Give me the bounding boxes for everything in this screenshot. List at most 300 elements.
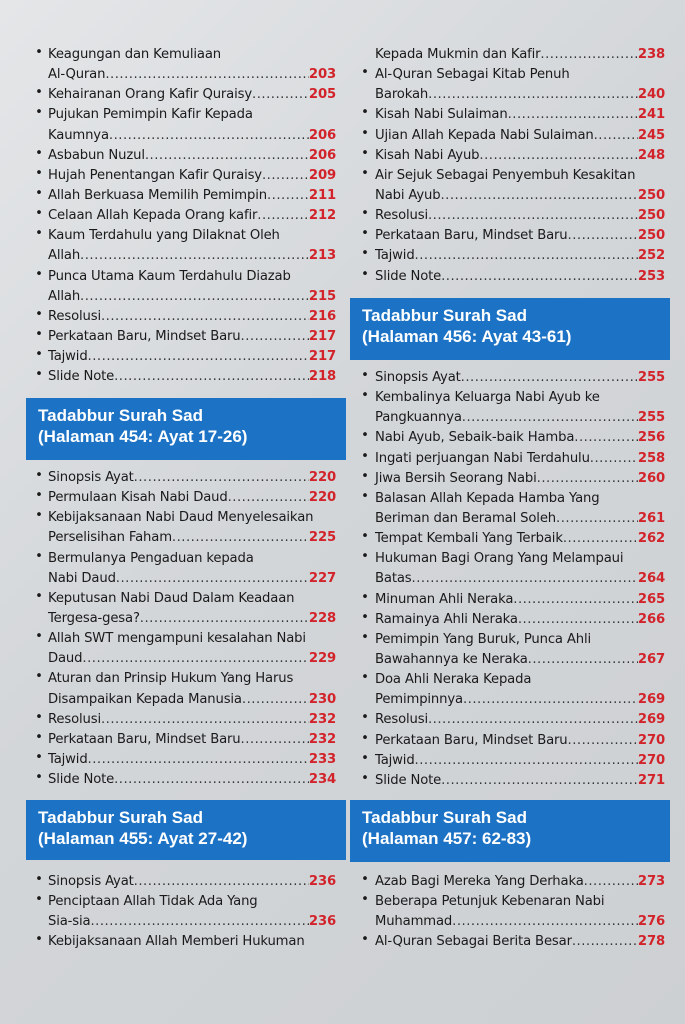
toc-entry[interactable]: [0, 105, 342, 145]
dot-leader: [241, 327, 309, 347]
toc-entry-line: [375, 246, 665, 266]
bullet-icon: •: [361, 488, 369, 504]
toc-entry-line: [375, 650, 665, 670]
bullet-icon: •: [361, 165, 369, 181]
toc-entry-title: Hukuman Bagi Orang Yang Melampaui: [375, 551, 624, 567]
toc-entry-title: Resolusi: [375, 208, 428, 224]
bullet-icon: •: [35, 45, 43, 60]
toc-entry[interactable]: [342, 428, 685, 448]
bullet-icon: •: [361, 750, 369, 766]
toc-entry[interactable]: [342, 489, 685, 529]
toc-entry-title: Pangkuannya: [375, 410, 462, 426]
dot-leader: [584, 872, 638, 892]
toc-list-left-top: [0, 45, 342, 387]
banner-subtitle: (Halaman 456: Ayat 43-61): [362, 327, 572, 346]
bullet-icon: •: [35, 266, 43, 282]
toc-entry-line: [48, 609, 336, 629]
page-number: 233: [308, 751, 336, 767]
toc-entry-title: Permulaan Kisah Nabi Daud: [48, 490, 228, 506]
page-number: 203: [308, 67, 336, 83]
toc-entry-title: Ujian Allah Kepada Nabi Sulaiman: [375, 127, 594, 143]
dot-leader: [105, 65, 309, 85]
bullet-icon: •: [361, 246, 369, 262]
toc-entry-title: Jiwa Bersih Seorang Nabi: [375, 470, 537, 486]
toc-entry-title: Keagungan dan Kemuliaan: [48, 47, 221, 62]
toc-entry-title: Tergesa-gesa?: [48, 610, 140, 626]
banner-subtitle: (Halaman 455: Ayat 27-42): [38, 829, 248, 848]
toc-entry[interactable]: [342, 368, 685, 388]
bullet-icon: •: [361, 670, 369, 686]
toc-entry[interactable]: [342, 166, 685, 206]
toc-entry-title: Daud: [48, 651, 83, 667]
dot-leader: [101, 710, 309, 730]
dot-leader: [257, 206, 309, 226]
toc-entry-line: [375, 126, 665, 146]
dot-leader: [513, 590, 638, 610]
page-number: 220: [308, 490, 336, 506]
toc-entry-title: Pemimpinnya: [375, 692, 463, 708]
toc-entry-title: Kembalinya Keluarga Nabi Ayub ke: [375, 390, 600, 406]
toc-entry-title: Kebijaksanaan Allah Memberi Hukuman: [48, 934, 305, 950]
dot-leader: [440, 186, 637, 206]
toc-entry-title: Perkataan Baru, Mindset Baru: [375, 228, 568, 244]
toc-entry-title: Allah: [48, 288, 81, 304]
bullet-icon: •: [361, 448, 369, 464]
page-number: 217: [308, 328, 336, 344]
toc-entry-title: Azab Bagi Mereka Yang Derhaka: [375, 874, 584, 889]
bullet-icon: •: [361, 388, 369, 404]
toc-entry-title: Asbabun Nuzul: [48, 147, 145, 163]
toc-entry-title: Muhammad: [375, 914, 453, 930]
toc-entry-title: Ingati perjuangan Nabi Terdahulu: [375, 450, 590, 466]
toc-entry-title: Sinopsis Ayat: [375, 370, 461, 385]
toc-entry[interactable]: [342, 469, 685, 489]
toc-entry-line: [375, 105, 665, 125]
page-number: 261: [637, 510, 665, 526]
page-number: 276: [637, 914, 665, 930]
toc-entry-title: Allah SWT mengampuni kesalahan Nabi: [48, 631, 306, 647]
toc-entry-title: Air Sejuk Sebagai Penyembuh Kesakitan: [375, 167, 636, 183]
toc-entry[interactable]: [342, 630, 685, 670]
toc-entry-line: [48, 367, 336, 387]
dot-leader: [114, 367, 309, 387]
toc-entry-line: [48, 65, 336, 85]
toc-entry-title: Kebijaksanaan Nabi Daud Menyelesaikan: [48, 510, 314, 526]
toc-entry[interactable]: [342, 751, 685, 771]
dot-leader: [479, 146, 638, 166]
page-number: 248: [637, 147, 665, 163]
toc-entry[interactable]: [0, 468, 342, 488]
bullet-icon: •: [35, 165, 43, 181]
page-number: 250: [637, 228, 665, 244]
toc-entry-title: Slide Note: [48, 369, 115, 385]
page-number: 211: [308, 187, 336, 203]
section-banner-454: [26, 398, 346, 460]
page-number: 245: [637, 127, 665, 143]
bullet-icon: •: [361, 125, 369, 141]
toc-entry-line: [375, 710, 665, 730]
dot-leader: [462, 408, 638, 428]
toc-entry-line: [375, 912, 665, 932]
bullet-icon: •: [35, 629, 43, 645]
page-number: 264: [637, 571, 665, 587]
bullet-icon: •: [35, 729, 43, 745]
dot-leader: [412, 569, 638, 589]
bullet-icon: •: [361, 65, 369, 81]
bullet-icon: •: [35, 749, 43, 765]
toc-entry[interactable]: [0, 932, 342, 952]
toc-entry[interactable]: [0, 347, 342, 367]
toc-entry-title: Kehairanan Orang Kafir Quraisy: [48, 87, 253, 103]
toc-entry-title: Pemimpin Yang Buruk, Punca Ahli: [375, 631, 592, 647]
toc-entry-line: [48, 770, 336, 790]
dot-leader: [574, 428, 638, 448]
bullet-icon: •: [361, 468, 369, 484]
page-number: 262: [637, 531, 665, 547]
toc-entry[interactable]: [0, 872, 342, 892]
page-number: 260: [637, 470, 665, 486]
dot-leader: [114, 770, 309, 790]
toc-entry[interactable]: [342, 710, 685, 730]
toc-entry-title: Perselisihan Faham: [48, 530, 172, 546]
toc-entry-line: [48, 488, 336, 508]
bullet-icon: •: [35, 548, 43, 564]
toc-entry-line: [48, 569, 336, 589]
banner-title: Tadabbur Surah Sad: [362, 306, 527, 325]
bullet-icon: •: [35, 770, 43, 786]
toc-entry[interactable]: [0, 267, 342, 307]
page-number: 225: [308, 530, 336, 546]
toc-entry[interactable]: [342, 226, 685, 246]
toc-entry[interactable]: [0, 45, 342, 85]
bullet-icon: •: [361, 105, 369, 121]
bullet-icon: •: [361, 589, 369, 605]
bullet-icon: •: [361, 428, 369, 444]
bullet-icon: •: [35, 709, 43, 725]
page-number: 232: [308, 731, 336, 747]
toc-entry-line: [375, 449, 665, 469]
toc-entry-title: Beriman dan Beramal Soleh: [375, 510, 556, 526]
dot-leader: [134, 872, 309, 892]
toc-entry[interactable]: [342, 267, 685, 287]
section-banner-455: [26, 800, 346, 860]
bullet-icon: •: [35, 347, 43, 363]
toc-entry[interactable]: [342, 449, 685, 469]
toc-entry[interactable]: [342, 246, 685, 266]
toc-entry-line: [375, 872, 665, 892]
toc-entry-title: Penciptaan Allah Tidak Ada Yang: [48, 894, 258, 910]
toc-entry-title: Resolusi: [375, 712, 428, 728]
toc-entry-title: Perkataan Baru, Mindset Baru: [375, 732, 568, 748]
toc-entry[interactable]: [342, 549, 685, 589]
page-number: 240: [637, 87, 665, 103]
bullet-icon: •: [361, 609, 369, 625]
toc-entry[interactable]: [0, 710, 342, 730]
toc-entry-line: [48, 287, 336, 307]
bullet-icon: •: [35, 508, 43, 524]
dot-leader: [461, 368, 638, 388]
toc-entry-title: Tajwid: [375, 248, 415, 264]
page-number: 278: [637, 934, 665, 950]
toc-entry-line: [375, 408, 665, 428]
bullet-icon: •: [35, 185, 43, 201]
bullet-icon: •: [35, 105, 43, 121]
toc-entry-title: Beberapa Petunjuk Kebenaran Nabi: [375, 894, 605, 910]
page-number: 206: [308, 147, 336, 163]
page-number: 238: [637, 47, 665, 62]
page-number: 269: [637, 692, 665, 708]
toc-entry[interactable]: [0, 589, 342, 629]
page-number: 232: [308, 711, 336, 727]
toc-entry-title: Hujah Penentangan Kafir Quraisy: [48, 167, 262, 183]
toc-entry-line: [375, 610, 665, 630]
page-number: 217: [308, 349, 336, 365]
toc-entry-line: [375, 529, 665, 549]
toc-entry[interactable]: [0, 367, 342, 387]
dot-leader: [540, 45, 638, 65]
toc-entry-line: [375, 509, 665, 529]
page-number: 273: [637, 874, 665, 889]
bullet-icon: •: [361, 145, 369, 161]
toc-entry-title: Batas: [375, 571, 412, 587]
dot-leader: [90, 912, 308, 932]
toc-entry-line: [375, 731, 665, 751]
toc-entry[interactable]: [0, 488, 342, 508]
toc-entry[interactable]: [342, 670, 685, 710]
toc-entry-title: Tajwid: [375, 752, 415, 768]
toc-entry-title: Perkataan Baru, Mindset Baru: [48, 731, 241, 747]
dot-leader: [441, 771, 638, 791]
toc-entry[interactable]: [0, 669, 342, 709]
dot-leader: [88, 750, 309, 770]
toc-entry-line: [375, 569, 665, 589]
toc-entry[interactable]: [342, 105, 685, 125]
bullet-icon: •: [361, 770, 369, 786]
banner-title: Tadabbur Surah Sad: [362, 808, 527, 827]
page-number: 241: [637, 107, 665, 123]
page-number: 206: [308, 127, 336, 143]
toc-list-left-bottom: [0, 872, 342, 953]
page-number: 266: [637, 611, 665, 627]
toc-entry[interactable]: [0, 892, 342, 932]
toc-entry[interactable]: [0, 629, 342, 669]
dot-leader: [452, 912, 638, 932]
toc-entry-line: [48, 85, 336, 105]
page-number: 270: [637, 732, 665, 748]
toc-entry-line: [375, 186, 665, 206]
page-number: 227: [308, 570, 336, 586]
bullet-icon: •: [361, 892, 369, 908]
toc-entry-title: Minuman Ahli Neraka: [375, 591, 514, 607]
toc-entry-line: [48, 912, 336, 932]
bullet-icon: •: [361, 872, 369, 887]
bullet-icon: •: [35, 892, 43, 908]
toc-entry-title: Balasan Allah Kepada Hamba Yang: [375, 490, 600, 506]
page-number: 252: [637, 248, 665, 264]
page-number: 255: [637, 410, 665, 426]
toc-entry[interactable]: [342, 731, 685, 751]
toc-entry-line: [48, 347, 336, 367]
toc-entry-title: Tajwid: [48, 349, 88, 365]
toc-entry-line: [375, 469, 665, 489]
dot-leader: [140, 609, 309, 629]
toc-entry-line: [375, 590, 665, 610]
dot-leader: [242, 690, 309, 710]
toc-entry-title: Sia-sia: [48, 914, 91, 930]
toc-entry-title: Nabi Daud: [48, 570, 116, 586]
toc-entry[interactable]: [342, 65, 685, 105]
toc-entry[interactable]: [342, 529, 685, 549]
toc-entry[interactable]: [342, 590, 685, 610]
toc-entry[interactable]: [0, 166, 342, 186]
toc-entry[interactable]: [342, 126, 685, 146]
toc-entry-title: Disampaikan Kepada Manusia: [48, 691, 242, 707]
page-number: 256: [637, 430, 665, 446]
toc-entry-title: Punca Utama Kaum Terdahulu Diazab: [48, 268, 291, 284]
bullet-icon: •: [35, 367, 43, 383]
bullet-icon: •: [361, 710, 369, 726]
toc-entry-line: [375, 146, 665, 166]
bullet-icon: •: [35, 669, 43, 685]
toc-entry-title: Ramainya Ahli Neraka: [375, 611, 518, 627]
toc-entry[interactable]: [342, 388, 685, 428]
dot-leader: [568, 731, 638, 751]
bullet-icon: •: [361, 266, 369, 282]
page-number: 255: [637, 370, 665, 385]
page-number: 215: [308, 288, 336, 304]
bullet-icon: •: [361, 529, 369, 545]
dot-leader: [415, 751, 638, 771]
toc-entry[interactable]: [0, 307, 342, 327]
toc-entry[interactable]: [0, 327, 342, 347]
toc-entry-line: [48, 750, 336, 770]
page-number: 236: [308, 874, 336, 889]
toc-entry-line: [48, 206, 336, 226]
dot-leader: [267, 186, 309, 206]
toc-entry-title: Sinopsis Ayat: [48, 874, 134, 889]
toc-entry-title: Bawahannya ke Neraka: [375, 651, 528, 667]
toc-entry-line: [48, 872, 336, 892]
toc-entry[interactable]: [0, 186, 342, 206]
toc-entry-line: [48, 649, 336, 669]
bullet-icon: •: [35, 588, 43, 604]
toc-entry[interactable]: [342, 45, 685, 65]
dot-leader: [134, 468, 309, 488]
toc-entry[interactable]: [342, 206, 685, 226]
page-number: 250: [637, 187, 665, 203]
toc-entry[interactable]: [0, 146, 342, 166]
dot-leader: [563, 529, 638, 549]
toc-entry[interactable]: [0, 750, 342, 770]
dot-leader: [568, 226, 638, 246]
toc-entry[interactable]: [342, 872, 685, 892]
toc-entry-title: Kaum Terdahulu yang Dilaknat Oleh: [48, 228, 280, 244]
toc-entry[interactable]: [0, 85, 342, 105]
dot-leader: [594, 126, 638, 146]
dot-leader: [463, 690, 638, 710]
toc-entry[interactable]: [0, 206, 342, 226]
page-number: 253: [637, 268, 665, 284]
toc-entry-title: Tajwid: [48, 751, 88, 767]
dot-leader: [415, 246, 638, 266]
toc-entry-line: [48, 246, 336, 266]
banner-subtitle: (Halaman 454: Ayat 17-26): [38, 427, 248, 446]
toc-entry-title: Allah Berkuasa Memilih Pemimpin: [48, 187, 267, 203]
bullet-icon: •: [35, 932, 43, 948]
toc-entry[interactable]: [342, 892, 685, 932]
toc-entry-title: Celaan Allah Kepada Orang kafir: [48, 208, 258, 224]
bullet-icon: •: [35, 206, 43, 222]
page-number: 265: [637, 591, 665, 607]
dot-leader: [252, 85, 309, 105]
toc-entry-line: [48, 146, 336, 166]
toc-entry[interactable]: [0, 730, 342, 750]
bullet-icon: •: [361, 226, 369, 242]
toc-entry-title: Bermulanya Pengaduan kepada: [48, 550, 254, 566]
dot-leader: [80, 246, 309, 266]
dot-leader: [537, 469, 638, 489]
toc-entry-title: Doa Ahli Neraka Kepada: [375, 672, 532, 688]
toc-list-right-bottom: [342, 872, 685, 953]
dot-leader: [590, 449, 638, 469]
toc-entry-line: [48, 690, 336, 710]
toc-entry[interactable]: [342, 932, 685, 952]
section-banner-456: [350, 298, 670, 360]
page-number: 269: [637, 712, 665, 728]
page-number: 270: [637, 752, 665, 768]
bullet-icon: •: [35, 306, 43, 322]
toc-list-left-mid: [0, 468, 342, 790]
dot-leader: [228, 488, 309, 508]
dot-leader: [101, 307, 309, 327]
toc-entry[interactable]: [0, 770, 342, 790]
page-number: 230: [308, 691, 336, 707]
toc-entry-line: [375, 428, 665, 448]
toc-entry-title: Nabi Ayub, Sebaik-baik Hamba: [375, 430, 575, 446]
toc-entry-title: Slide Note: [375, 772, 442, 788]
page-number: 267: [637, 651, 665, 667]
dot-leader: [145, 146, 309, 166]
toc-entry[interactable]: [0, 549, 342, 589]
toc-entry-line: [48, 307, 336, 327]
toc-entry[interactable]: [0, 226, 342, 266]
page-number: 216: [308, 308, 336, 324]
bullet-icon: •: [35, 872, 43, 887]
dot-leader: [88, 347, 309, 367]
toc-entry[interactable]: [342, 610, 685, 630]
page-number: 258: [637, 450, 665, 466]
page-number: 209: [308, 167, 336, 183]
toc-entry-line: [375, 932, 665, 952]
bullet-icon: •: [35, 468, 43, 483]
toc-entry-line: [48, 126, 336, 146]
toc-entry-title: Resolusi: [48, 711, 101, 727]
toc-entry-title: Al-Quran: [48, 67, 106, 83]
toc-entry-title: Al-Quran Sebagai Kitab Penuh: [375, 67, 570, 83]
toc-entry[interactable]: [342, 146, 685, 166]
toc-list-right-mid: [342, 368, 685, 791]
toc-entry[interactable]: [0, 508, 342, 548]
dot-leader: [80, 287, 309, 307]
toc-entry[interactable]: [342, 771, 685, 791]
toc-entry-title: Slide Note: [48, 772, 115, 788]
bullet-icon: •: [361, 932, 369, 948]
page-number: 236: [308, 914, 336, 930]
dot-leader: [428, 710, 638, 730]
section-banner-457: [350, 800, 670, 862]
bullet-icon: •: [361, 549, 369, 565]
page-number: 234: [308, 772, 336, 788]
